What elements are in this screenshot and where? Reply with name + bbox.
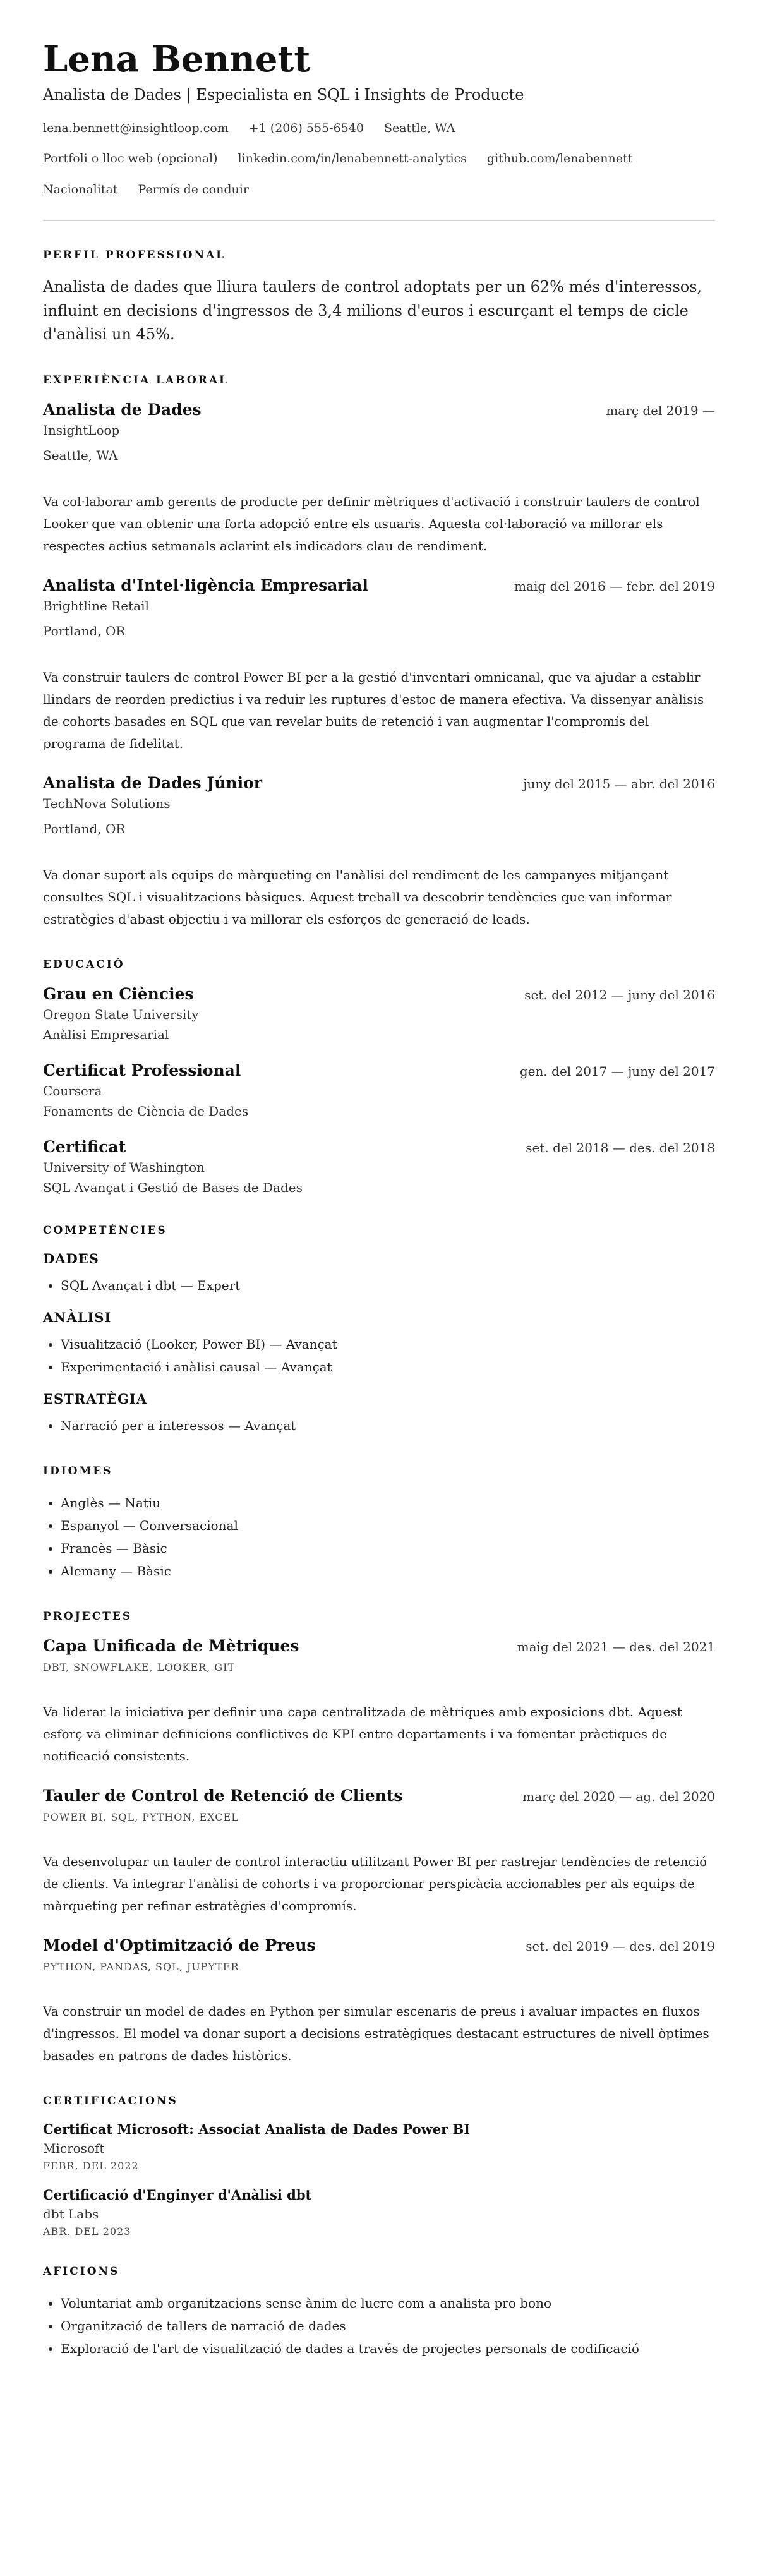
job-location: Portland, OR bbox=[43, 821, 126, 836]
project-description: Va liderar la iniciativa per definir una capa centralitzada de mètriques amb exposicions dbt. Aquest esforç va eliminar definicions conflictives de KPI entre departaments i va fomentar pràctiques de notificació consistents. bbox=[43, 1704, 682, 1764]
project-entry bbox=[43, 1936, 715, 2067]
nationality-label: Nacionalitat bbox=[43, 182, 118, 196]
skill-item: • Visualització (Looker, Power BI) — Avançat bbox=[61, 1333, 715, 1356]
languages-section bbox=[43, 1465, 715, 1582]
project-tech-stack: DBT, SNOWFLAKE, LOOKER, GIT bbox=[43, 1661, 236, 1673]
profile-summary: Analista de dades que lliura taulers de control adoptats per un 62% més d'interessos, influint en decisions d'ingressos de 3,4 milions d'euros i escurçant el temps de cicle d'anàlisi un 45%. bbox=[43, 278, 702, 343]
job-dates: març del 2019 — bbox=[606, 402, 715, 418]
hobby-list bbox=[43, 2292, 715, 2360]
job-dates: juny del 2015 — abr. del 2016 bbox=[523, 776, 715, 791]
personal-details bbox=[43, 181, 715, 198]
contact-info bbox=[43, 120, 715, 137]
certification-date: ABR. DEL 2023 bbox=[43, 2225, 131, 2237]
degree-title: Certificat Professional bbox=[43, 1061, 241, 1080]
language-item: • Espanyol — Conversacional bbox=[61, 1514, 715, 1537]
section-title: EDUCACIÓ bbox=[43, 958, 125, 971]
school-name: Coursera bbox=[43, 1083, 102, 1098]
skill-list bbox=[43, 1414, 715, 1437]
certification-issuer: Microsoft bbox=[43, 2140, 105, 2156]
job-title: Analista de Dades Júnior bbox=[43, 773, 262, 792]
certification-date: FEBR. DEL 2022 bbox=[43, 2159, 139, 2172]
resume-header bbox=[43, 40, 715, 198]
skill-list bbox=[43, 1333, 715, 1378]
job-description: Va construir taulers de control Power BI per a la gestió d'inventari omnicanal, que va ajudar a establir llindars de reorden predictius i va reduir les ruptures d'estoc de manera efectiva. Va dissenyar anàlisis de cohorts basades en SQL que van revelar buits de retenció i van augmentar l'compromís del programa de fidelitat. bbox=[43, 669, 704, 751]
certifications-section bbox=[43, 2095, 715, 2237]
certification-issuer: dbt Labs bbox=[43, 2206, 99, 2222]
contact-location: Seattle, WA bbox=[383, 121, 455, 135]
hobby-item: • Voluntariat amb organitzacions sense ànim de lucre com a analista pro bono bbox=[61, 2292, 715, 2314]
project-description: Va desenvolupar un tauler de control interactiu utilitzant Power BI per rastrejar tendències de retenció de clients. Va integrar l'anàlisi de cohorts i va proporcionar perspicàcia accionables per als equips de màrqueting per refinar estratègies d'compromís. bbox=[43, 1853, 707, 1913]
education-section bbox=[43, 958, 715, 1196]
language-item: • Alemany — Bàsic bbox=[61, 1560, 715, 1582]
job-dates: maig del 2016 — febr. del 2019 bbox=[514, 578, 715, 594]
contact-email[interactable]: lena.bennett@insightloop.com bbox=[43, 121, 229, 135]
skill-list bbox=[43, 1274, 715, 1297]
linkedin-link[interactable]: linkedin.com/in/lenabennett-analytics bbox=[238, 152, 467, 166]
skills-section bbox=[43, 1224, 715, 1437]
study-field: Anàlisi Empresarial bbox=[43, 1026, 169, 1042]
project-name: Tauler de Control de Retenció de Clients bbox=[43, 1786, 403, 1805]
education-entry bbox=[43, 1138, 715, 1196]
hobbies-section bbox=[43, 2265, 715, 2360]
project-dates: set. del 2019 — des. del 2019 bbox=[526, 1938, 715, 1954]
language-list bbox=[43, 1491, 715, 1582]
certification-name: Certificació d'Enginyer d'Anàlisi dbt bbox=[43, 2186, 312, 2203]
skill-group-title: ANÀLISI bbox=[43, 1309, 112, 1325]
job-company: TechNova Solutions bbox=[43, 795, 171, 811]
education-dates: gen. del 2017 — juny del 2017 bbox=[519, 1063, 715, 1079]
study-field: Fonaments de Ciència de Dades bbox=[43, 1103, 249, 1119]
degree-title: Grau en Ciències bbox=[43, 984, 194, 1003]
section-title: EXPERIÈNCIA LABORAL bbox=[43, 373, 229, 387]
job-company: Brightline Retail bbox=[43, 598, 149, 613]
hobby-item: • Exploració de l'art de visualització de dades a través de projectes personals de codificació bbox=[61, 2337, 715, 2360]
skill-group-title: DADES bbox=[43, 1250, 99, 1267]
profile-section bbox=[43, 249, 715, 346]
candidate-name: Lena Bennett bbox=[43, 39, 311, 80]
skill-item: • Experimentació i anàlisi causal — Avançat bbox=[61, 1356, 715, 1378]
portfolio-link[interactable]: Portfoli o lloc web (opcional) bbox=[43, 152, 218, 166]
certification-name: Certificat Microsoft: Associat Analista de Dades Power BI bbox=[43, 2121, 471, 2137]
education-entry bbox=[43, 1061, 715, 1120]
project-name: Model d'Optimització de Preus bbox=[43, 1935, 316, 1954]
driving-license-label: Permís de conduir bbox=[138, 182, 249, 196]
job-title: Analista d'Intel·ligència Empresarial bbox=[43, 575, 368, 594]
github-link[interactable]: github.com/lenabennett bbox=[486, 152, 633, 166]
skill-group-title: ESTRATÈGIA bbox=[43, 1390, 148, 1407]
project-entry bbox=[43, 1786, 715, 1917]
project-tech-stack: PYTHON, PANDAS, SQL, JUPYTER bbox=[43, 1960, 239, 1973]
job-title: Analista de Dades bbox=[43, 400, 202, 419]
job-location: Portland, OR bbox=[43, 623, 126, 639]
certification-entry bbox=[43, 2121, 715, 2172]
skill-item: • Narració per a interessos — Avançat bbox=[61, 1414, 715, 1437]
education-entry bbox=[43, 985, 715, 1044]
project-name: Capa Unificada de Mètriques bbox=[43, 1636, 299, 1655]
contact-links bbox=[43, 150, 715, 167]
header-divider bbox=[43, 220, 715, 221]
job-company: InsightLoop bbox=[43, 422, 120, 438]
project-entry bbox=[43, 1637, 715, 1767]
language-item: • Francès — Bàsic bbox=[61, 1537, 715, 1560]
hobby-item: • Organització de tallers de narració de dades bbox=[61, 2314, 715, 2337]
degree-title: Certificat bbox=[43, 1137, 126, 1156]
job-location: Seattle, WA bbox=[43, 447, 118, 463]
project-description: Va construir un model de dades en Python per simular escenaris de preus i avaluar impactes en fluxos d'ingressos. El model va donar suport a decisions estratègiques destacant estructures de nivell òptimes basades en patrons de dades històrics. bbox=[43, 2003, 709, 2063]
school-name: University of Washington bbox=[43, 1159, 205, 1175]
education-dates: set. del 2018 — des. del 2018 bbox=[526, 1140, 715, 1155]
job-description: Va col·laborar amb gerents de producte per definir mètriques d'activació i construir taulers de control Looker que van obtenir una forta adopció entre els usuaris. Aquesta col·laboració va millorar els respectes actius setmanals aclarint els indicadors clau de rendiment. bbox=[43, 493, 700, 553]
section-title: PROJECTES bbox=[43, 1610, 133, 1623]
education-dates: set. del 2012 — juny del 2016 bbox=[524, 987, 715, 1002]
projects-section bbox=[43, 1610, 715, 2067]
candidate-headline: Analista de Dades | Especialista en SQL i Insights de Producte bbox=[43, 85, 524, 104]
experience-section bbox=[43, 374, 715, 930]
job-description: Va donar suport als equips de màrqueting en l'anàlisi del rendiment de les campanyes mitjançant consultes SQL i visualitzacions bàsiques. Aquest treball va descobrir tendències que van informar estratègies d'abast objectiu i va millorar els esforços de generació de leads. bbox=[43, 867, 672, 927]
language-item: • Anglès — Natiu bbox=[61, 1491, 715, 1514]
section-title: PERFIL PROFESSIONAL bbox=[43, 249, 226, 262]
contact-phone[interactable]: +1 (206) 555-6540 bbox=[248, 121, 364, 135]
skill-item: • SQL Avançat i dbt — Expert bbox=[61, 1274, 715, 1297]
study-field: SQL Avançat i Gestió de Bases de Dades bbox=[43, 1179, 303, 1195]
project-dates: març del 2020 — ag. del 2020 bbox=[522, 1788, 715, 1804]
section-title: COMPETÈNCIES bbox=[43, 1224, 167, 1237]
project-dates: maig del 2021 — des. del 2021 bbox=[517, 1639, 715, 1654]
experience-entry bbox=[43, 774, 715, 930]
experience-entry bbox=[43, 400, 715, 557]
section-title: AFICIONS bbox=[43, 2265, 120, 2278]
experience-entry bbox=[43, 576, 715, 755]
section-title: CERTIFICACIONS bbox=[43, 2094, 178, 2107]
certification-entry bbox=[43, 2187, 715, 2237]
project-tech-stack: POWER BI, SQL, PYTHON, EXCEL bbox=[43, 1810, 239, 1823]
section-title: IDIOMES bbox=[43, 1464, 113, 1478]
school-name: Oregon State University bbox=[43, 1006, 199, 1022]
